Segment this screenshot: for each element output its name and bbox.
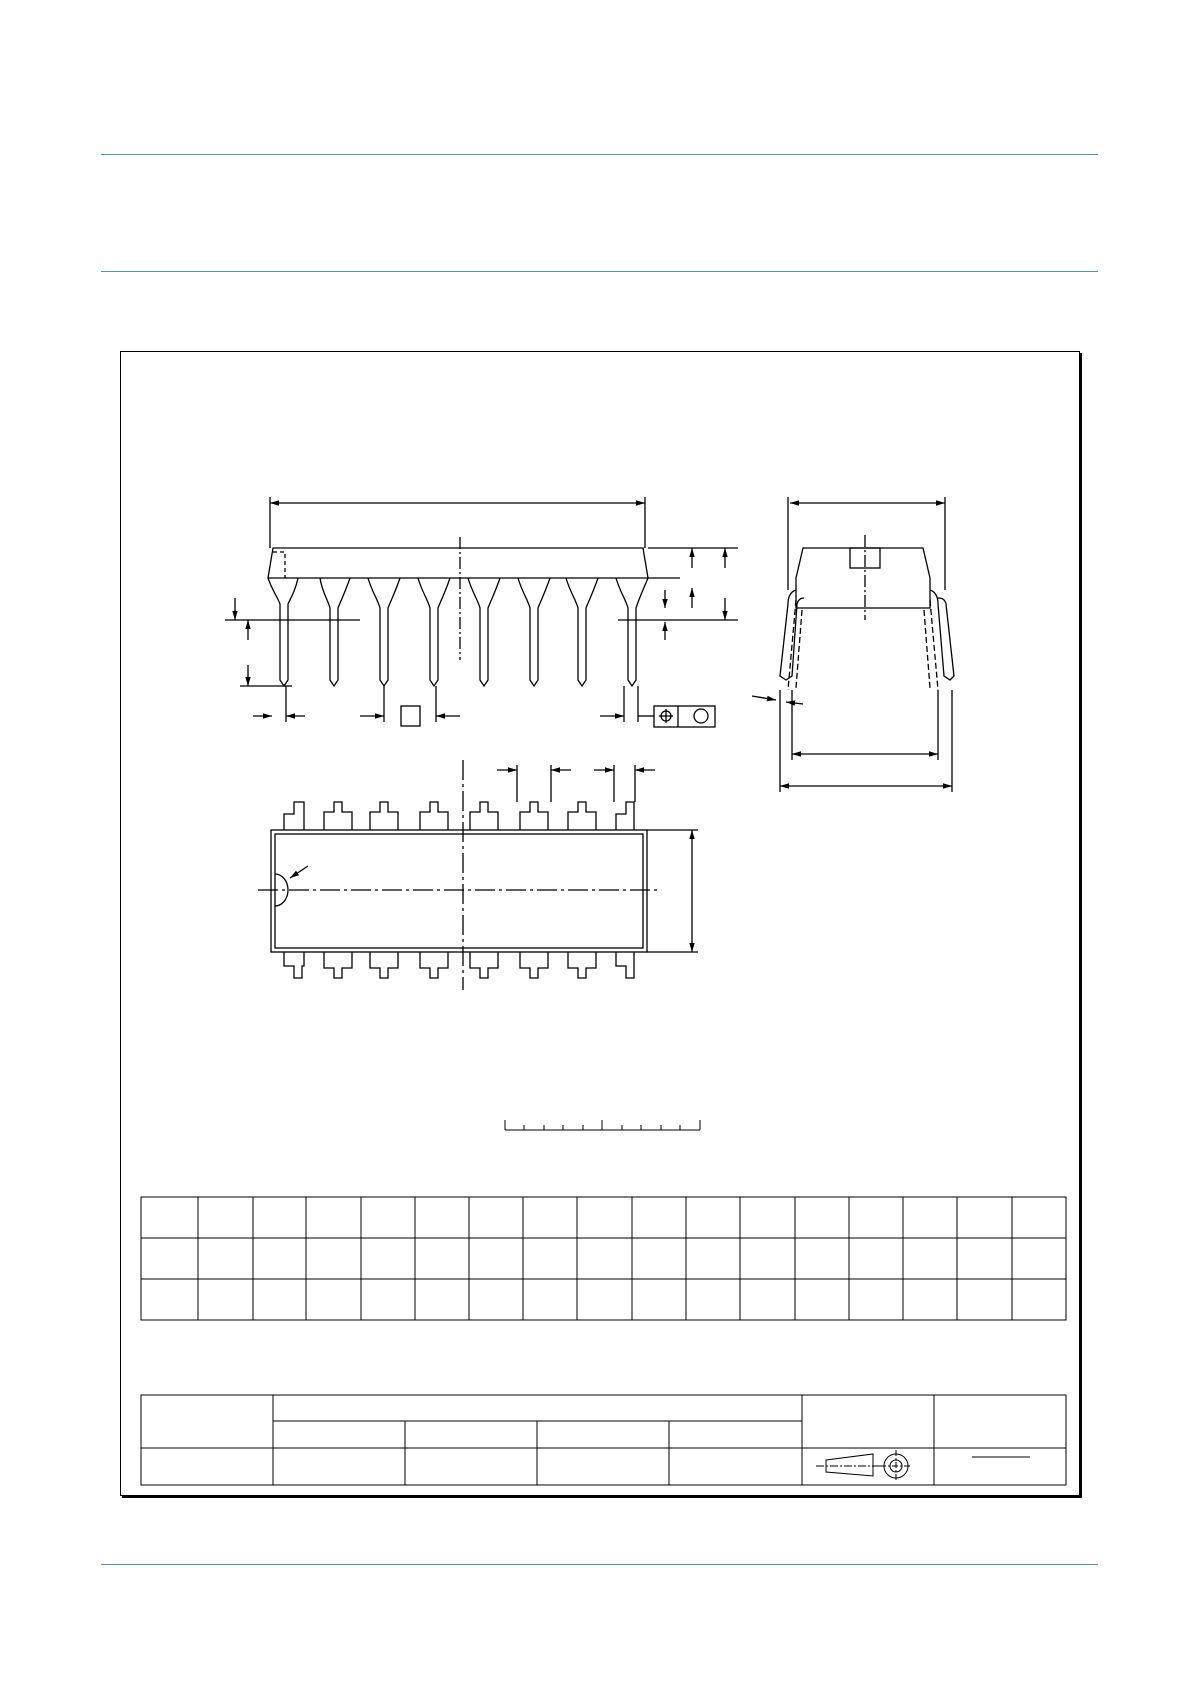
- top-view-lower-leads: [284, 952, 634, 978]
- side-view-leads: [268, 578, 648, 686]
- scale-bar: [505, 1120, 700, 1130]
- end-view-body: [796, 548, 930, 608]
- top-view-upper-leads: [284, 802, 634, 830]
- side-view-body: [268, 548, 648, 578]
- top-view: [258, 760, 698, 990]
- dimension-table: [141, 1197, 1066, 1320]
- top-view-body: [271, 830, 647, 952]
- end-view: [752, 497, 954, 792]
- side-view: [225, 497, 738, 727]
- outline-reference-table: [141, 1395, 1066, 1485]
- basic-dimension-box: [401, 706, 420, 726]
- third-angle-projection-icon: [816, 1450, 912, 1482]
